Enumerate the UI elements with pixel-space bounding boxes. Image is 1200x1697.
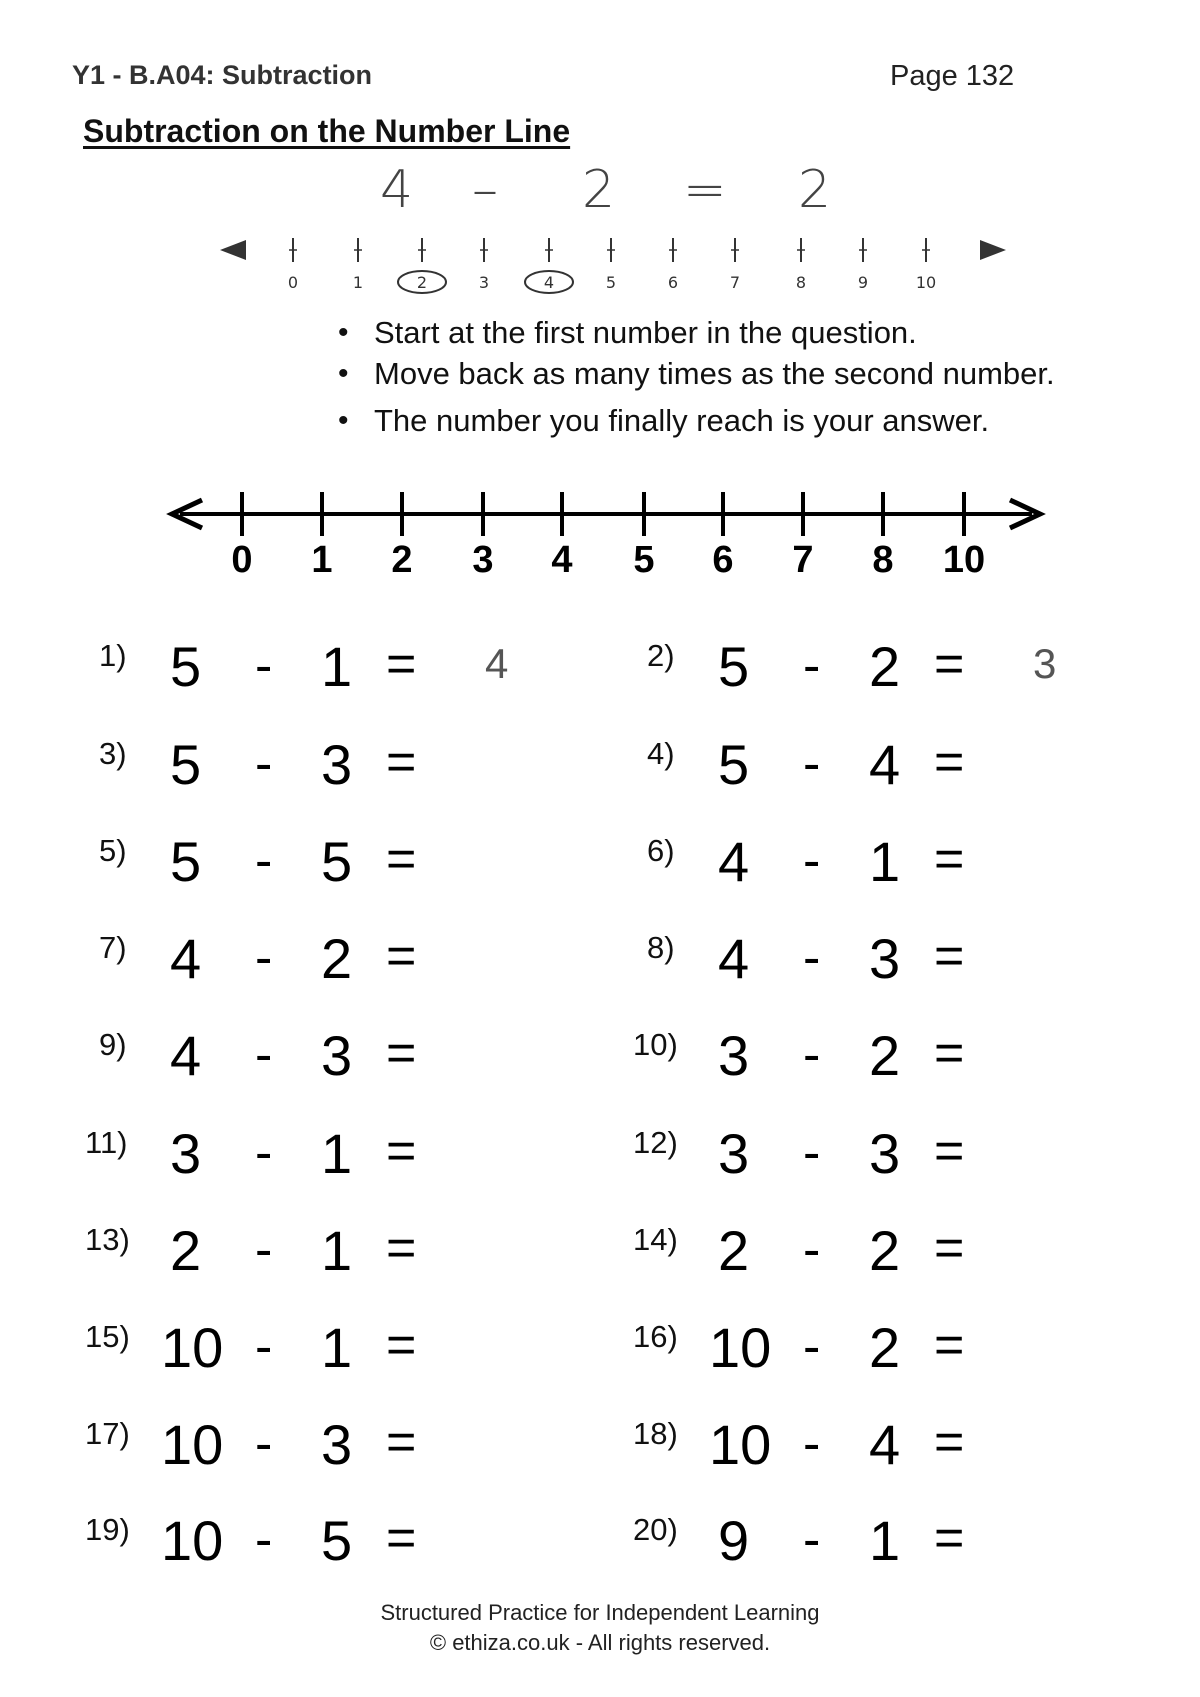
number-line-label: 6	[712, 539, 734, 578]
question-number: 15)	[85, 1319, 130, 1354]
example-number-line	[218, 232, 1018, 294]
question-number: 9)	[99, 1027, 127, 1062]
second-operand: 3	[321, 733, 353, 796]
equals-sign: =	[934, 1316, 965, 1374]
equals-sign: =	[934, 1122, 965, 1180]
second-operand: 1	[321, 635, 353, 698]
equals-sign: =	[934, 927, 965, 985]
number-line-label: 5	[633, 539, 655, 578]
worksheet-title: Subtraction on the Number Line	[83, 113, 571, 149]
number-line-label: 1	[311, 539, 333, 578]
first-operand: 2	[170, 1219, 202, 1282]
equals-sign: =	[934, 830, 965, 888]
example-first-number: 4	[380, 160, 414, 220]
second-operand: 5	[321, 830, 353, 893]
first-operand: 5	[718, 635, 750, 698]
minus-sign: -	[255, 1026, 273, 1084]
second-operand: 3	[869, 927, 901, 990]
number-line-labels	[231, 539, 985, 578]
example-tick-label: 0	[287, 273, 299, 292]
second-operand: 2	[869, 1316, 901, 1379]
example-tick-label: 9	[857, 273, 869, 292]
minus-sign: -	[255, 637, 273, 695]
example-minus-sign: –	[472, 160, 498, 220]
example-equation	[380, 160, 860, 230]
example-tick-label: 7	[729, 273, 741, 292]
equals-sign: =	[386, 1122, 417, 1180]
first-operand: 5	[170, 635, 202, 698]
minus-sign: -	[803, 832, 821, 890]
minus-sign: -	[255, 1124, 273, 1182]
equals-sign: =	[386, 635, 417, 693]
question-number: 12)	[633, 1125, 678, 1160]
first-operand: 10	[161, 1316, 224, 1379]
first-operand: 5	[170, 830, 202, 893]
first-operand: 10	[161, 1509, 224, 1572]
minus-sign: -	[803, 637, 821, 695]
second-operand: 4	[869, 1413, 901, 1476]
worksheet-code: Y1 - B.A04: Subtraction	[72, 60, 373, 90]
equals-sign: =	[386, 830, 417, 888]
first-operand: 4	[718, 830, 750, 893]
second-operand: 1	[321, 1219, 353, 1282]
number-line	[166, 486, 1046, 578]
first-operand: 4	[170, 1024, 202, 1087]
minus-sign: -	[803, 929, 821, 987]
equals-sign: =	[386, 927, 417, 985]
equals-sign: =	[934, 733, 965, 791]
question-number: 6)	[647, 833, 675, 868]
question-number: 5)	[99, 833, 127, 868]
second-operand: 4	[869, 733, 901, 796]
equals-sign: =	[386, 1413, 417, 1471]
second-operand: 2	[869, 635, 901, 698]
question-number: 18)	[633, 1416, 678, 1451]
equals-sign: =	[386, 1316, 417, 1374]
footer-copyright: © ethiza.co.uk - All rights reserved.	[429, 1630, 771, 1655]
right-arrow-icon	[980, 240, 1006, 260]
second-operand: 5	[321, 1509, 353, 1572]
question-number: 8)	[647, 930, 675, 965]
equals-sign: =	[934, 635, 965, 693]
answer-value: 3	[1033, 640, 1057, 687]
minus-sign: -	[803, 1221, 821, 1279]
first-operand: 3	[170, 1122, 202, 1185]
question-number: 17)	[85, 1416, 130, 1451]
first-operand: 4	[170, 927, 202, 990]
question-number: 20)	[633, 1512, 678, 1547]
second-operand: 2	[869, 1024, 901, 1087]
example-tick-label: 3	[478, 273, 490, 292]
footer-tagline: Structured Practice for Independent Learning	[380, 1600, 820, 1625]
number-line-label: 7	[792, 539, 814, 578]
question-number: 1)	[99, 638, 127, 673]
example-equals-sign: =	[683, 160, 727, 220]
equals-sign: =	[934, 1413, 965, 1471]
question-number: 19)	[85, 1512, 130, 1547]
second-operand: 3	[321, 1024, 353, 1087]
example-ticks	[289, 238, 930, 262]
question-number: 7)	[99, 930, 127, 965]
minus-sign: -	[803, 1026, 821, 1084]
first-operand: 2	[718, 1219, 750, 1282]
example-tick-label: 6	[667, 273, 679, 292]
first-operand: 10	[709, 1316, 772, 1379]
question-number: 13)	[85, 1222, 130, 1257]
minus-sign: -	[255, 735, 273, 793]
example-tick-label: 4	[543, 273, 555, 292]
minus-sign: -	[255, 1511, 273, 1569]
instruction-item: • Start at the first number in the question.	[338, 312, 1055, 353]
minus-sign: -	[255, 929, 273, 987]
first-operand: 4	[718, 927, 750, 990]
question-number: 3)	[99, 736, 127, 771]
number-line-label: 2	[391, 539, 413, 578]
example-result: 2	[798, 160, 832, 220]
minus-sign: -	[803, 1124, 821, 1182]
first-operand: 10	[161, 1413, 224, 1476]
number-line-label: 3	[472, 539, 494, 578]
first-operand: 3	[718, 1122, 750, 1185]
second-operand: 2	[321, 927, 353, 990]
left-arrow-icon	[220, 240, 246, 260]
example-tick-label: 5	[605, 273, 617, 292]
example-tick-labels	[288, 271, 936, 293]
minus-sign: -	[803, 735, 821, 793]
minus-sign: -	[803, 1415, 821, 1473]
first-operand: 3	[718, 1024, 750, 1087]
minus-sign: -	[803, 1318, 821, 1376]
first-operand: 5	[718, 733, 750, 796]
question-number: 2)	[647, 638, 675, 673]
example-tick-label: 10	[915, 273, 937, 292]
second-operand: 3	[869, 1122, 901, 1185]
equals-sign: =	[934, 1024, 965, 1082]
minus-sign: -	[255, 1415, 273, 1473]
second-operand: 1	[869, 1509, 901, 1572]
example-second-number: 2	[582, 160, 616, 220]
question-number: 10)	[633, 1027, 678, 1062]
example-tick-label: 8	[795, 273, 807, 292]
first-operand: 5	[170, 733, 202, 796]
second-operand: 1	[869, 830, 901, 893]
first-operand: 9	[718, 1509, 750, 1572]
question-number: 11)	[85, 1125, 128, 1160]
answer-value: 4	[485, 640, 509, 687]
second-operand: 1	[321, 1316, 353, 1379]
page-number: Page 132	[890, 60, 1015, 92]
minus-sign: -	[255, 1318, 273, 1376]
number-line-label: 4	[551, 539, 573, 578]
minus-sign: -	[255, 1221, 273, 1279]
number-line-label: 10	[942, 539, 986, 578]
second-operand: 1	[321, 1122, 353, 1185]
example-tick-label: 2	[416, 273, 428, 292]
equals-sign: =	[386, 733, 417, 791]
second-operand: 3	[321, 1413, 353, 1476]
question-number: 4)	[647, 736, 675, 771]
number-line-label: 0	[231, 539, 253, 578]
number-line-label: 8	[872, 539, 894, 578]
minus-sign: -	[255, 832, 273, 890]
minus-sign: -	[803, 1511, 821, 1569]
question-number: 14)	[633, 1222, 678, 1257]
second-operand: 2	[869, 1219, 901, 1282]
equals-sign: =	[386, 1219, 417, 1277]
equals-sign: =	[386, 1509, 417, 1567]
question-number: 16)	[633, 1319, 678, 1354]
equals-sign: =	[386, 1024, 417, 1082]
first-operand: 10	[709, 1413, 772, 1476]
example-tick-label: 1	[352, 273, 364, 292]
instruction-item: • Move back as many times as the second number.	[338, 353, 1055, 394]
equals-sign: =	[934, 1509, 965, 1567]
equals-sign: =	[934, 1219, 965, 1277]
instruction-list	[338, 312, 1055, 441]
instruction-item: • The number you finally reach is your answer.	[338, 400, 1055, 441]
